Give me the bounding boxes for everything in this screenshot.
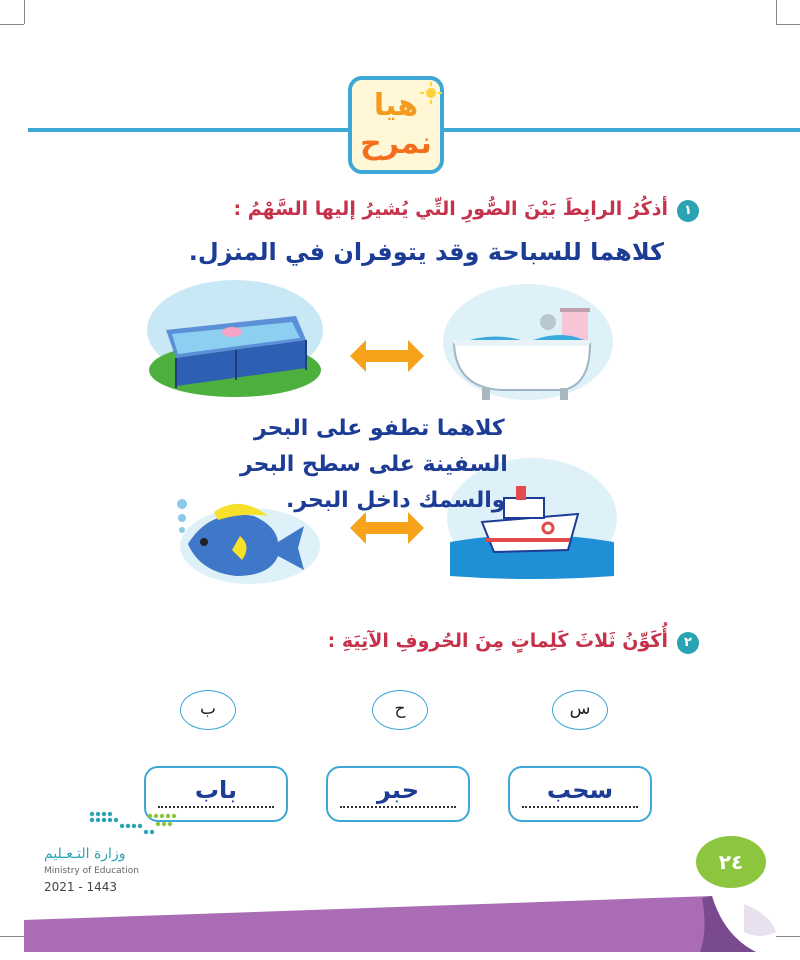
ministry-name-ar: وزارة التـعـليم: [44, 846, 126, 862]
dotted-line: [158, 806, 274, 808]
pool-image: [146, 278, 324, 398]
answer-1: كلاهما للسباحة وقد يتوفران في المنزل.: [188, 238, 664, 266]
answer-2-line2: السفينة على سطح البحر: [240, 452, 508, 477]
word-answer: باب: [194, 776, 238, 804]
dotted-line: [340, 806, 456, 808]
edition-year: 2021 - 1443: [44, 880, 118, 894]
double-arrow-icon: [350, 510, 424, 546]
question-2-text: أُكَوِّنُ ثَلاثَ كَلِماتٍ مِنَ الحُروفِ الآتِيَةِ :: [327, 630, 668, 652]
word-answer: سحب: [546, 776, 614, 804]
dotted-line: [522, 806, 638, 808]
double-arrow-icon: [350, 338, 424, 374]
logo-line1: هيا: [373, 88, 419, 123]
logo-line2: نمرح: [360, 126, 432, 161]
page-number: ٢٤: [696, 836, 766, 888]
ministry-logo-icon: [88, 810, 180, 842]
question-1-number: ١: [677, 200, 699, 222]
footer-band: [0, 840, 800, 960]
word-answer-box[interactable]: [326, 766, 470, 822]
crop-mark: [0, 24, 24, 25]
question-1-text: أذكُرُ الرابِطَ بَيْنَ الصُّورِ التِّي يُشيرُ إليها السَّهْمُ :: [233, 198, 668, 220]
crop-mark: [776, 24, 800, 25]
letter-bubble: س: [552, 690, 608, 730]
word-answer-box[interactable]: [508, 766, 652, 822]
answer-2-line1: كلاهما تطفو على البحر: [254, 416, 505, 441]
word-answer: حبر: [376, 776, 420, 804]
ministry-name-en: Ministry of Education: [44, 866, 139, 876]
sun-icon: [420, 82, 442, 104]
letter-bubble: ب: [180, 690, 236, 730]
bathtub-image: [442, 282, 614, 410]
letter-bubble: ح: [372, 690, 428, 730]
crop-mark: [24, 0, 25, 24]
crop-mark: [776, 0, 777, 24]
answer-2-line3: والسمك داخل البحر.: [286, 488, 506, 513]
question-2-number: ٢: [677, 632, 699, 654]
